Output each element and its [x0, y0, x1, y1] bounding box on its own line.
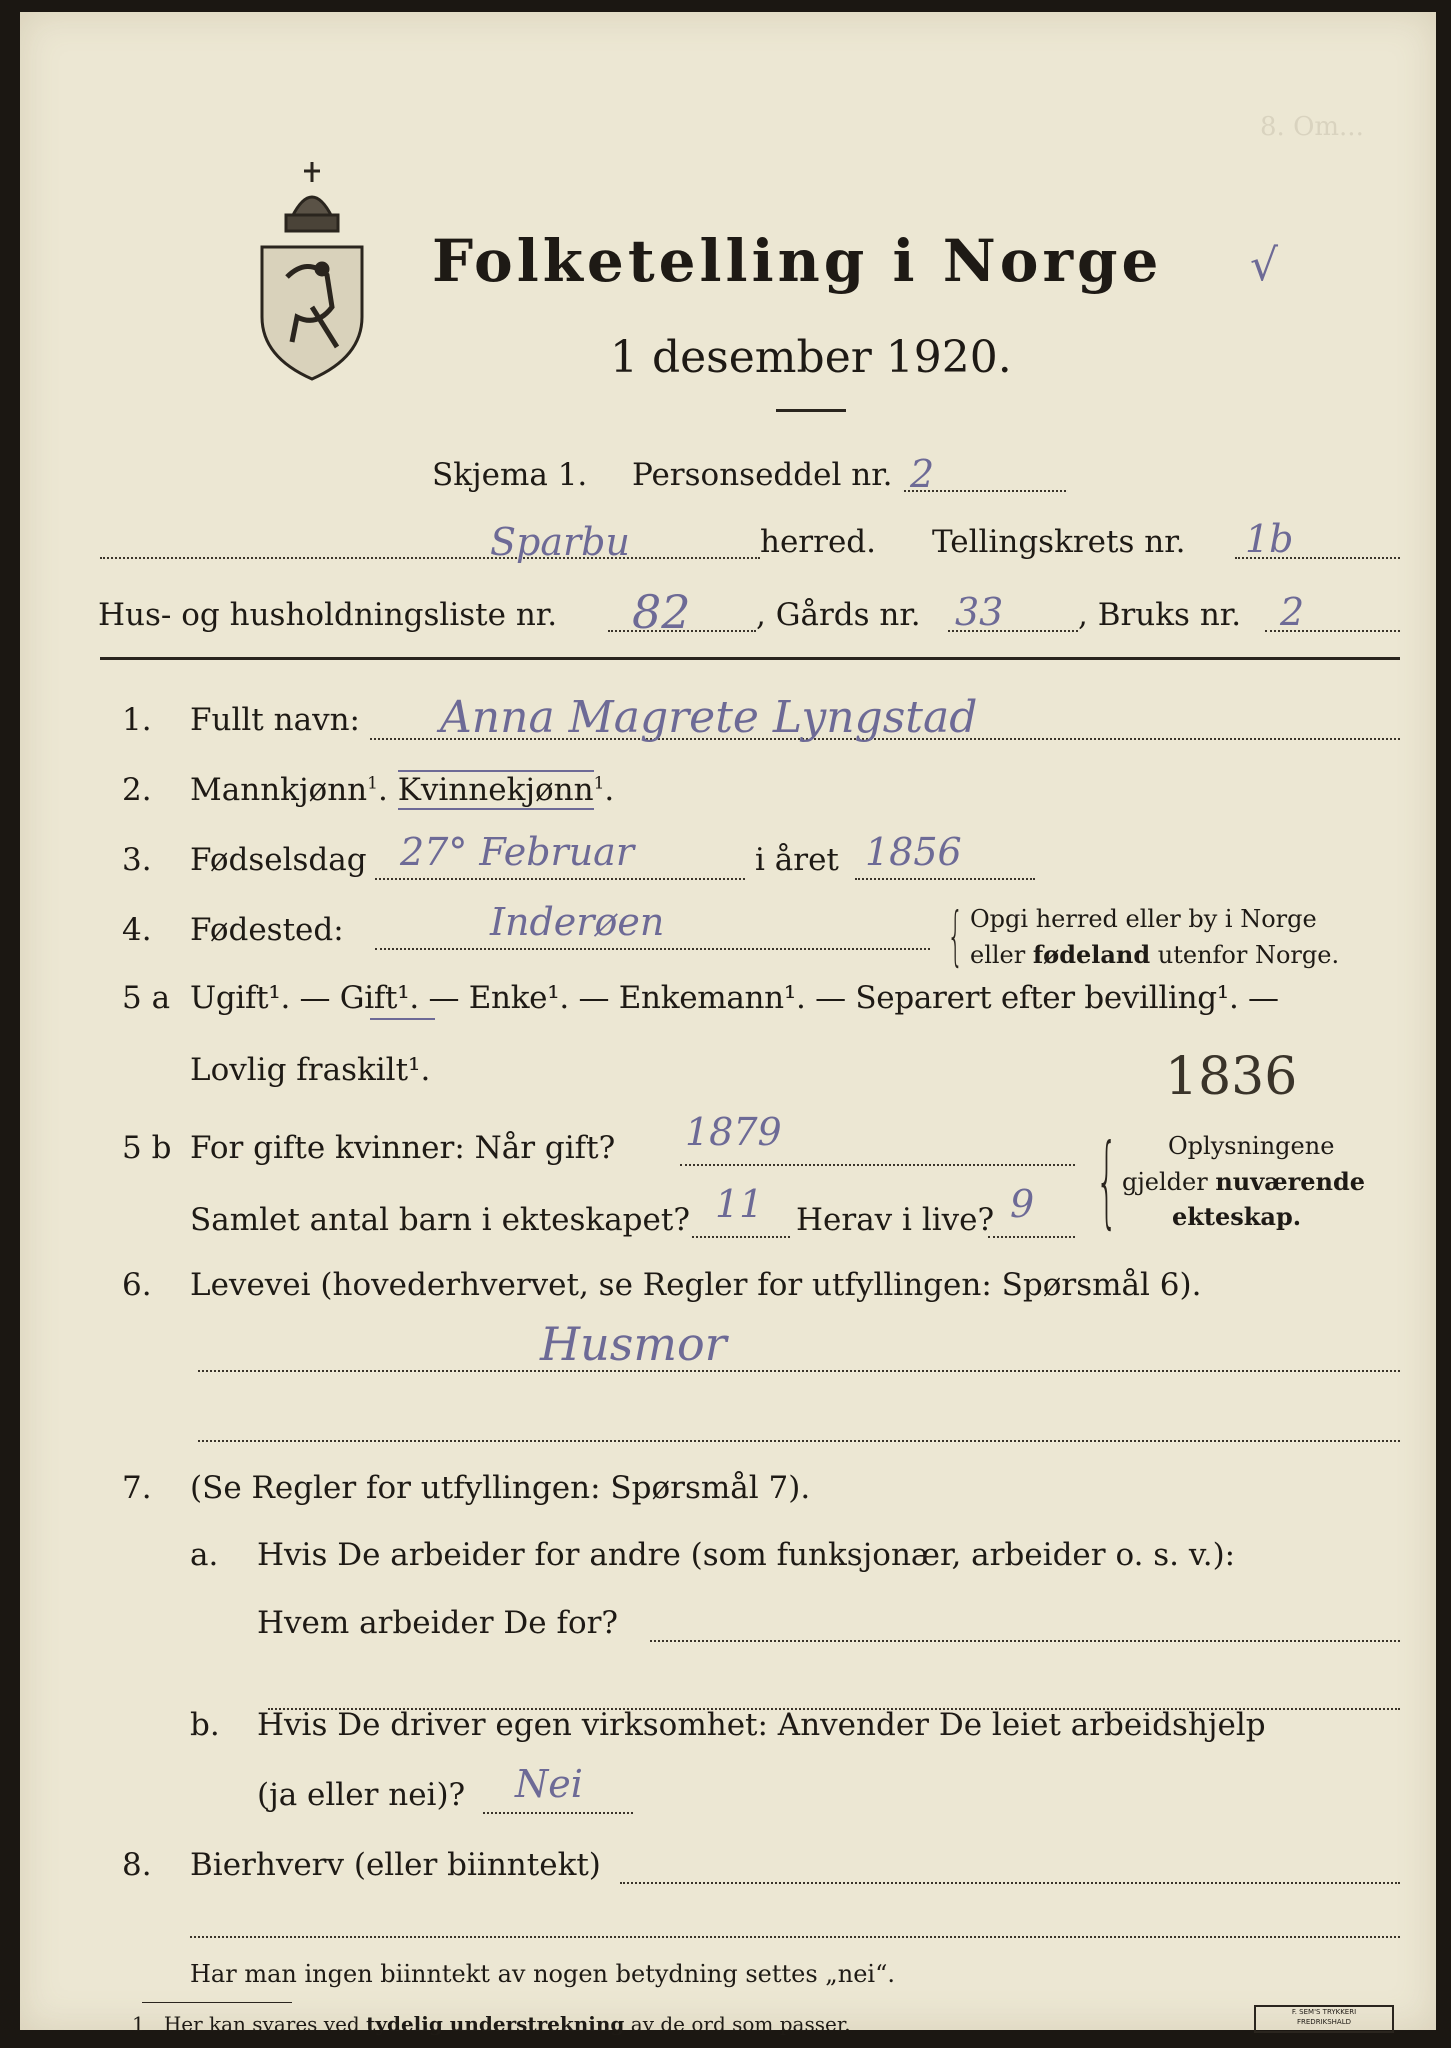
header-rule	[100, 657, 1400, 660]
q4-number: 4.	[122, 912, 152, 948]
husliste-label: Hus- og husholdningsliste nr.	[98, 597, 558, 633]
marital-status-options[interactable]: Ugift¹. — Gift¹. — Enke¹. — Enkemann¹. — Separert efter bevilling¹. —	[190, 980, 1279, 1016]
herred-field[interactable]	[100, 557, 760, 559]
q3-number: 3.	[122, 842, 152, 878]
occupation-field[interactable]	[198, 1370, 1400, 1372]
birthday-value: 27° Februar	[400, 830, 634, 874]
q8-label: Bierhverv (eller biinntekt)	[190, 1847, 601, 1883]
married-underline	[370, 1018, 435, 1020]
hired-help-field[interactable]	[483, 1812, 633, 1814]
q7-number: 7.	[122, 1470, 152, 1506]
birthday-field[interactable]	[375, 878, 745, 880]
q7a-text: Hvis De arbeider for andre (som funksjonær, arbeider o. s. v.):	[257, 1537, 1236, 1573]
q2-number: 2.	[122, 772, 152, 808]
footnote-rule	[142, 2002, 292, 2003]
q1-number: 1.	[122, 702, 152, 738]
hired-help-value: Nei	[515, 1762, 583, 1806]
alive-field[interactable]	[988, 1236, 1075, 1238]
married-year-field[interactable]	[680, 1164, 1075, 1166]
q7b-letter: b.	[190, 1707, 220, 1743]
occupation-field-line2[interactable]	[198, 1440, 1400, 1442]
q6-number: 6.	[122, 1267, 152, 1303]
personseddel-label: Personseddel nr.	[632, 457, 893, 493]
birth-year-field[interactable]	[855, 878, 1035, 880]
q5b-note-line1: Oplysningene	[1168, 1132, 1335, 1160]
bleed-through-text: 8. Om...	[1260, 112, 1364, 142]
q5b-brace: {	[1095, 1122, 1118, 1239]
q4-label: Fødested:	[190, 912, 344, 948]
q5b-label: For gifte kvinner: Når gift?	[190, 1130, 616, 1166]
gards-value: 33	[955, 590, 1004, 634]
married-year-value: 1879	[685, 1110, 782, 1154]
census-form-page	[20, 12, 1436, 2036]
q7b-question: (ja eller nei)?	[257, 1777, 466, 1813]
personseddel-value: 2	[910, 452, 935, 496]
q3-label: Fødselsdag	[190, 842, 367, 878]
q8-number: 8.	[122, 1847, 152, 1883]
q5b-number: 5 b	[122, 1130, 172, 1166]
check-mark: √	[1250, 240, 1279, 291]
q4-note-line2: eller fødeland utenfor Norge.	[970, 940, 1340, 969]
title-divider	[776, 409, 846, 412]
gards-label: , Gårds nr.	[756, 597, 921, 633]
footer-note: Har man ingen biinntekt av nogen betydning settes „nei“.	[190, 1960, 895, 1988]
q4-note-line1: Opgi herred eller by i Norge	[970, 905, 1317, 933]
alive-value: 9	[1010, 1182, 1035, 1226]
side-income-field-line2[interactable]	[190, 1936, 1400, 1938]
q3-year-label: i året	[755, 842, 839, 878]
birthplace-field[interactable]	[375, 948, 930, 950]
footnote: 1 Her kan svares ved tydelig understrekning av de ord som passer.	[132, 2012, 851, 2036]
option-female[interactable]: Kvinnekjønn	[397, 772, 594, 808]
q5b-note-line3: ekteskap.	[1172, 1202, 1302, 1231]
form-title: Folketelling i Norge	[432, 227, 1163, 295]
herred-label: herred.	[760, 524, 876, 560]
q7b-text: Hvis De driver egen virksomhet: Anvender De leiet arbeidshjelp	[257, 1707, 1266, 1743]
schema-label: Skjema 1.	[432, 457, 588, 493]
herred-value: Sparbu	[490, 520, 630, 564]
coat-of-arms-icon	[252, 157, 372, 382]
q7a-question: Hvem arbeider De for?	[257, 1605, 619, 1641]
option-male[interactable]: Mannkjønn	[190, 772, 368, 808]
alive-label: Herav i live?	[796, 1202, 995, 1238]
q4-brace: {	[947, 900, 964, 974]
side-income-field[interactable]	[620, 1882, 1400, 1884]
printer-stamp: F. SEM'S TRYKKERI FREDRIKSHALD	[1254, 2005, 1394, 2033]
q7a-letter: a.	[190, 1537, 219, 1573]
occupation-value: Husmor	[540, 1317, 727, 1371]
children-label: Samlet antal barn i ekteskapet?	[190, 1202, 690, 1238]
birthplace-value: Inderøen	[490, 900, 665, 944]
full-name-value: Anna Magrete Lyngstad	[440, 692, 978, 743]
children-field[interactable]	[692, 1236, 790, 1238]
q7-label: (Se Regler for utfyllingen: Spørsmål 7).	[190, 1470, 811, 1506]
q6-label: Levevei (hovederhvervet, se Regler for utfyllingen: Spørsmål 6).	[190, 1267, 1202, 1303]
birth-year-value: 1856	[865, 830, 962, 874]
margin-note-year: 1836	[1165, 1047, 1298, 1107]
q5b-note-line2: gjelder nuværende	[1122, 1167, 1366, 1196]
children-value: 11	[715, 1182, 764, 1226]
tellingskrets-label: Tellingskrets nr.	[932, 524, 1186, 560]
husliste-value: 82	[632, 585, 691, 639]
tellingskrets-value: 1b	[1245, 517, 1294, 561]
employer-field[interactable]	[650, 1640, 1400, 1642]
q5a-number: 5 a	[122, 980, 171, 1016]
bruks-value: 2	[1280, 590, 1305, 634]
marital-status-divorced[interactable]: Lovlig fraskilt¹.	[190, 1052, 431, 1088]
census-date: 1 desember 1920.	[610, 332, 1012, 383]
bruks-label: , Bruks nr.	[1078, 597, 1242, 633]
q2-options: Mannkjønn$^1$. Kvinnekjønn$^1$.	[190, 772, 615, 808]
q1-label: Fullt navn:	[190, 702, 360, 738]
